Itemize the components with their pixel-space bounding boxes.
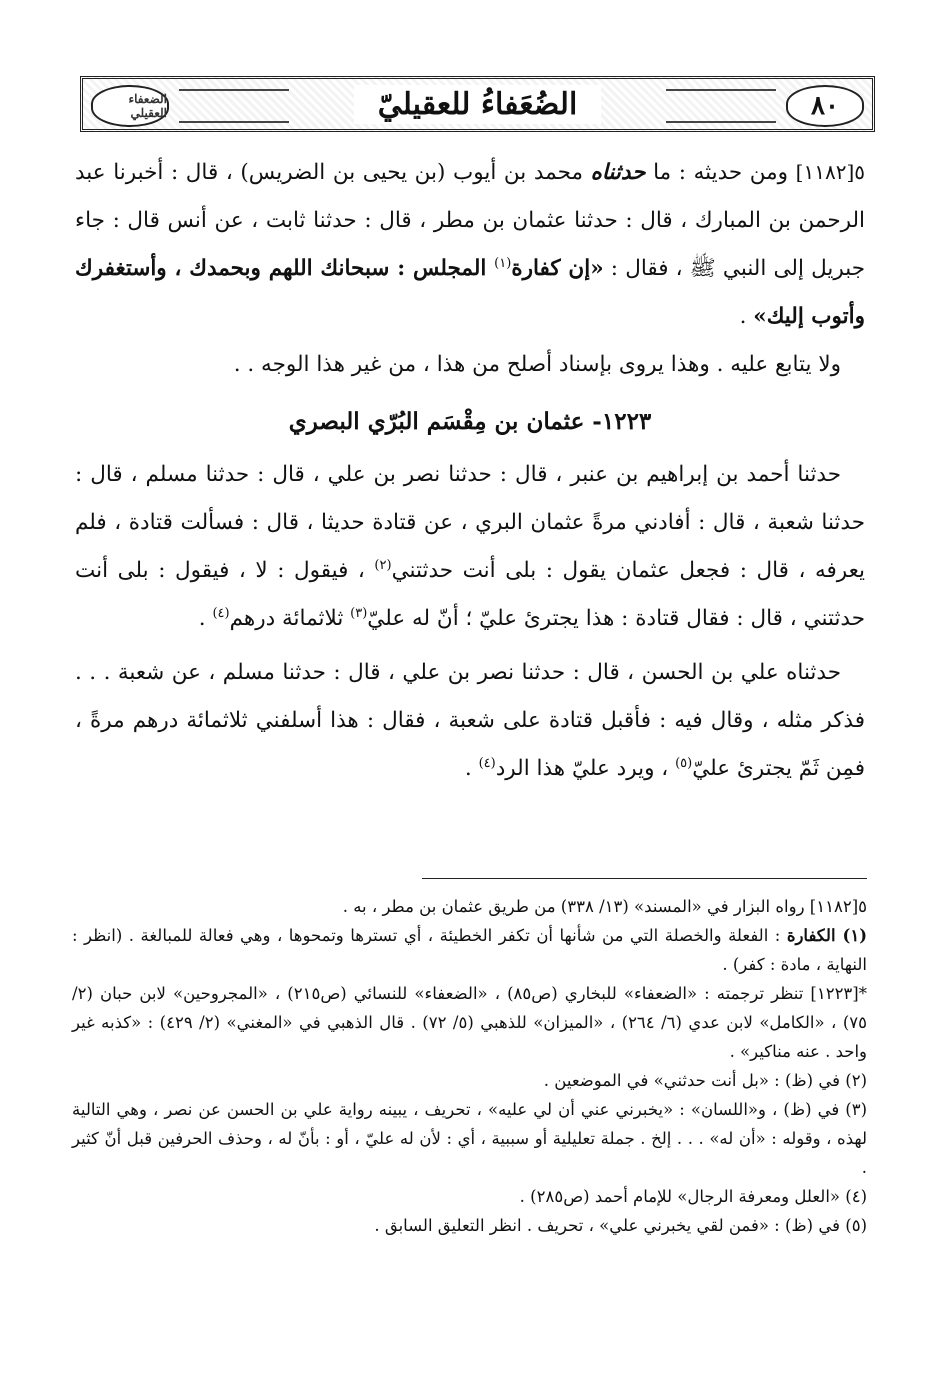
footnote-ref-1[interactable]: (١) — [494, 255, 512, 271]
text-run: ، ويرد عليّ هذا الرد — [495, 756, 676, 781]
footnote-ref-5[interactable]: (٥) — [675, 755, 693, 771]
footnote-5: (٥) في (ظ) : «فمن لقي يخبرني علي» ، تحريف . انظر التعليق السابق . — [374, 1216, 867, 1235]
header-ornament-right — [666, 89, 776, 123]
book-title: الضُعَفاءُ للعقيليّ — [354, 85, 602, 124]
footnote-ref-4[interactable]: (٤) — [212, 605, 230, 621]
footnote-divider — [422, 878, 867, 879]
text-run: . — [464, 756, 479, 781]
text-run: ثلاثمائة درهم — [229, 606, 351, 631]
footnote-3: (٣) في (ظ) ، و«اللسان» : «يخبرني عني أن لي عليه» ، تحريف ، يبينه رواية علي بن الحسن عن نصر ، وهي التالية لهذه ، وقوله : «أن له» . . . إلخ . جملة تعليلية أو سببية ، أي : لأن له عليّ ، أو : بأنّ له ، وحذف الحرفين قبل أنّ كثير . — [72, 1100, 867, 1177]
footnote-source-1182: ٥[١١٨٢] رواه البزار في «المسند» (١٣/ ٣٣٨) من طريق عثمان بن مطر ، به . — [342, 897, 867, 916]
comment-paragraph: ولا يتابع عليه . وهذا يروى بإسناد أصلح من هذا ، من غير هذا الوجه . . — [233, 352, 841, 377]
footnote-1 — [72, 921, 867, 979]
hadith-1182 — [75, 148, 865, 341]
text-run: محمد بن أيوب (بن يحيى بن الضريس) ، قال : أخبرنا عبد الرحمن بن المبارك ، قال : حدثنا عثمان بن مطر ، قال : حدثنا ثابت ، عن أنس قال : جاء جبريل إلى النبي ﷺ ، فقال : — [75, 160, 866, 281]
text-run: ، فيقول : لا ، فيقول : بلى أنت حدثتني ، قال : فقال قتادة : هذا يجترئ عليّ ؛ أنّ له عليّ — [75, 558, 865, 631]
hadith-quote-start: «إن كفارة — [511, 256, 604, 281]
page-number: ٨٠ — [786, 85, 864, 127]
footnote-ref-3[interactable]: (٣) — [350, 605, 368, 621]
text-run: ومن حديثه : ما — [645, 160, 796, 185]
narration-2 — [75, 649, 865, 793]
text-run: حدثنا أحمد بن إبراهيم بن عنبر ، قال : حدثنا نصر بن علي ، قال : حدثنا مسلم ، قال : حدثنا شعبة ، قال : أفادني مرةً عثمان البري ، عن قتادة حديثا ، قال : فسألت قتادة ، فلم يعرفه ، قال : فجعل عثمان يقول : بلى أنت حدثتني — [75, 462, 865, 583]
footnote-biography-1223: *[١٢٢٣] تنظر ترجمته : «الضعفاء» للبخاري (ص٨٥) ، «الضعفاء» للنسائي (ص٢١٥) ، «المجروحين» لابن حبان (٢/ ٧٥) ، «الكامل» لابن عدي (٦/ ٢٦٤) ، «الميزان» للذهبي (٥/ ٧٢) . قال الذهبي في «المغني» (٢/ ٤٢٩) : «كذبه غير واحد . عنه مناكير» . — [72, 984, 867, 1061]
header-ornament-left — [179, 89, 289, 123]
page-header — [80, 76, 875, 132]
haddathana-word: حدثناه — [590, 160, 646, 185]
entry-marker-1182: ٥[١١٨٢] — [795, 160, 865, 184]
footnote-label: (١) الكفارة — [786, 926, 867, 945]
footnote-text: : الفعلة والخصلة التي من شأنها أن تكفر الخطيئة ، أي تسترها وتمحوها ، وهي فعالة للمبالغة . (انظر : النهاية ، مادة : كفر) . — [72, 926, 867, 974]
text-run: . — [739, 304, 754, 329]
hadith-quote: المجلس : سبحانك اللهم وبحمدك ، وأستغفرك وأتوب إليك» — [75, 256, 865, 329]
footnote-ref-2[interactable]: (٢) — [374, 557, 392, 573]
footnote-ref-4b[interactable]: (٤) — [478, 755, 496, 771]
header-emblem: الضعفاء العقيلي — [91, 85, 169, 127]
narration-1 — [75, 451, 865, 643]
text-run: حدثناه علي بن الحسن ، قال : حدثنا نصر بن علي ، قال : حدثنا مسلم ، عن شعبة . . . فذكر مثله ، وقال فيه : فأقبل قتادة على شعبة ، فقال : هذا أسلفني ثلاثمائة درهم مرةً ، فمِن ثَمّ يجترئ عليّ — [75, 660, 865, 781]
biography-heading-1223: ١٢٢٣- عثمان بن مِقْسَم البُرّي البصري — [288, 408, 652, 435]
footnotes — [72, 892, 867, 1240]
footnote-2: (٢) في (ظ) : «بل أنت حدثني» في الموضعين . — [543, 1071, 867, 1090]
text-run: . — [198, 606, 213, 631]
footnote-4: (٤) «العلل ومعرفة الرجال» للإمام أحمد (ص٢٨٥) . — [519, 1187, 867, 1206]
main-text — [75, 148, 865, 793]
